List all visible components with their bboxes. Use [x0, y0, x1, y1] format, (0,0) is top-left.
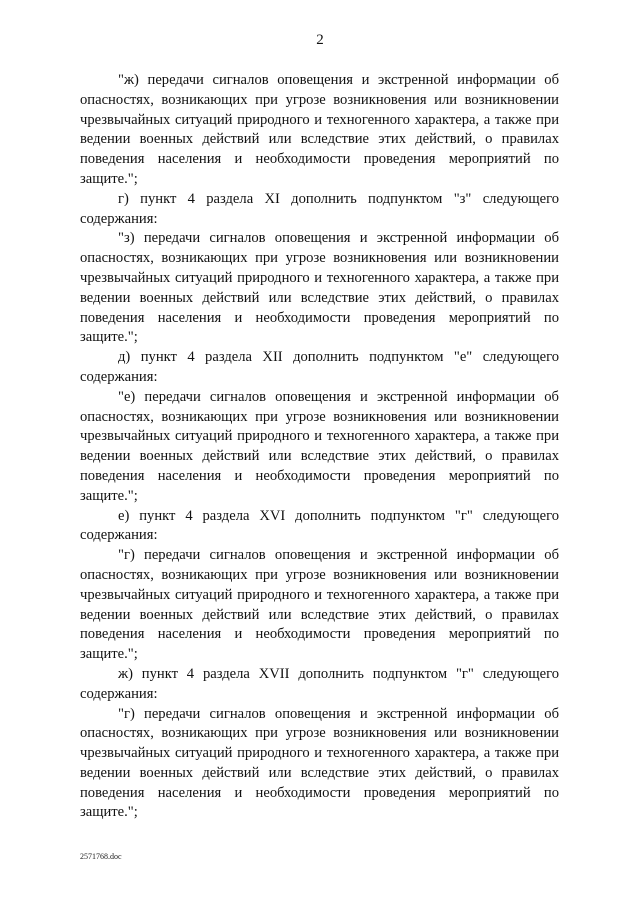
quoted-subparagraph: "з) передачи сигналов оповещения и экстренной информации об опасностях, возникающих при угрозе возникновения или возникновении чрезвычайных ситуаций природного и техногенного характера, а также при ведении военных действий или вследствие этих действий, о правилах поведения населения и необходимости проведения мероприятий по защите.";	[80, 230, 559, 346]
document-body	[80, 71, 559, 823]
amendment-instruction: ж) пункт 4 раздела XVII дополнить подпунктом "г" следующего	[118, 665, 559, 682]
quoted-subparagraph: "е) передачи сигналов оповещения и экстренной информации об опасностях, возникающих при угрозе возникновения или возникновении чрезвычайных ситуаций природного и техногенного характера, а также при ведении военных действий или вследствие этих действий, о правилах поведения населения и необходимости проведения мероприятий по защите.";	[80, 388, 559, 504]
quoted-subparagraph: "г) передачи сигналов оповещения и экстренной информации об опасностях, возникающих при угрозе возникновения или возникновении чрезвычайных ситуаций природного и техногенного характера, а также при ведении военных действий или вследствие этих действий, о правилах поведения населения и необходимости проведения мероприятий по защите.";	[80, 705, 559, 821]
amendment-continuation: содержания:	[80, 685, 158, 702]
amendment-continuation: содержания:	[80, 210, 158, 227]
amendment-instruction: д) пункт 4 раздела XII дополнить подпунктом "е" следующего	[118, 349, 559, 366]
amendment-instruction: г) пункт 4 раздела XI дополнить подпунктом "з" следующего	[118, 190, 559, 207]
page-number: 2	[316, 32, 324, 48]
quoted-subparagraph: "ж) передачи сигналов оповещения и экстренной информации об опасностях, возникающих при угрозе возникновения или возникновении чрезвычайных ситуаций природного и техногенного характера, а также при ведении военных действий или вследствие этих действий, о правилах поведения населения и необходимости проведения мероприятий по защите.";	[80, 72, 559, 187]
amendment-instruction: е) пункт 4 раздела XVI дополнить подпунктом "г" следующего	[118, 507, 559, 524]
amendment-continuation: содержания:	[80, 368, 158, 385]
amendment-continuation: содержания:	[80, 527, 158, 544]
quoted-subparagraph: "г) передачи сигналов оповещения и экстренной информации об опасностях, возникающих при угрозе возникновения или возникновении чрезвычайных ситуаций природного и техногенного характера, а также при ведении военных действий или вследствие этих действий, о правилах поведения населения и необходимости проведения мероприятий по защите.";	[80, 547, 559, 663]
footer-filename: 2571768.doc	[80, 852, 122, 861]
